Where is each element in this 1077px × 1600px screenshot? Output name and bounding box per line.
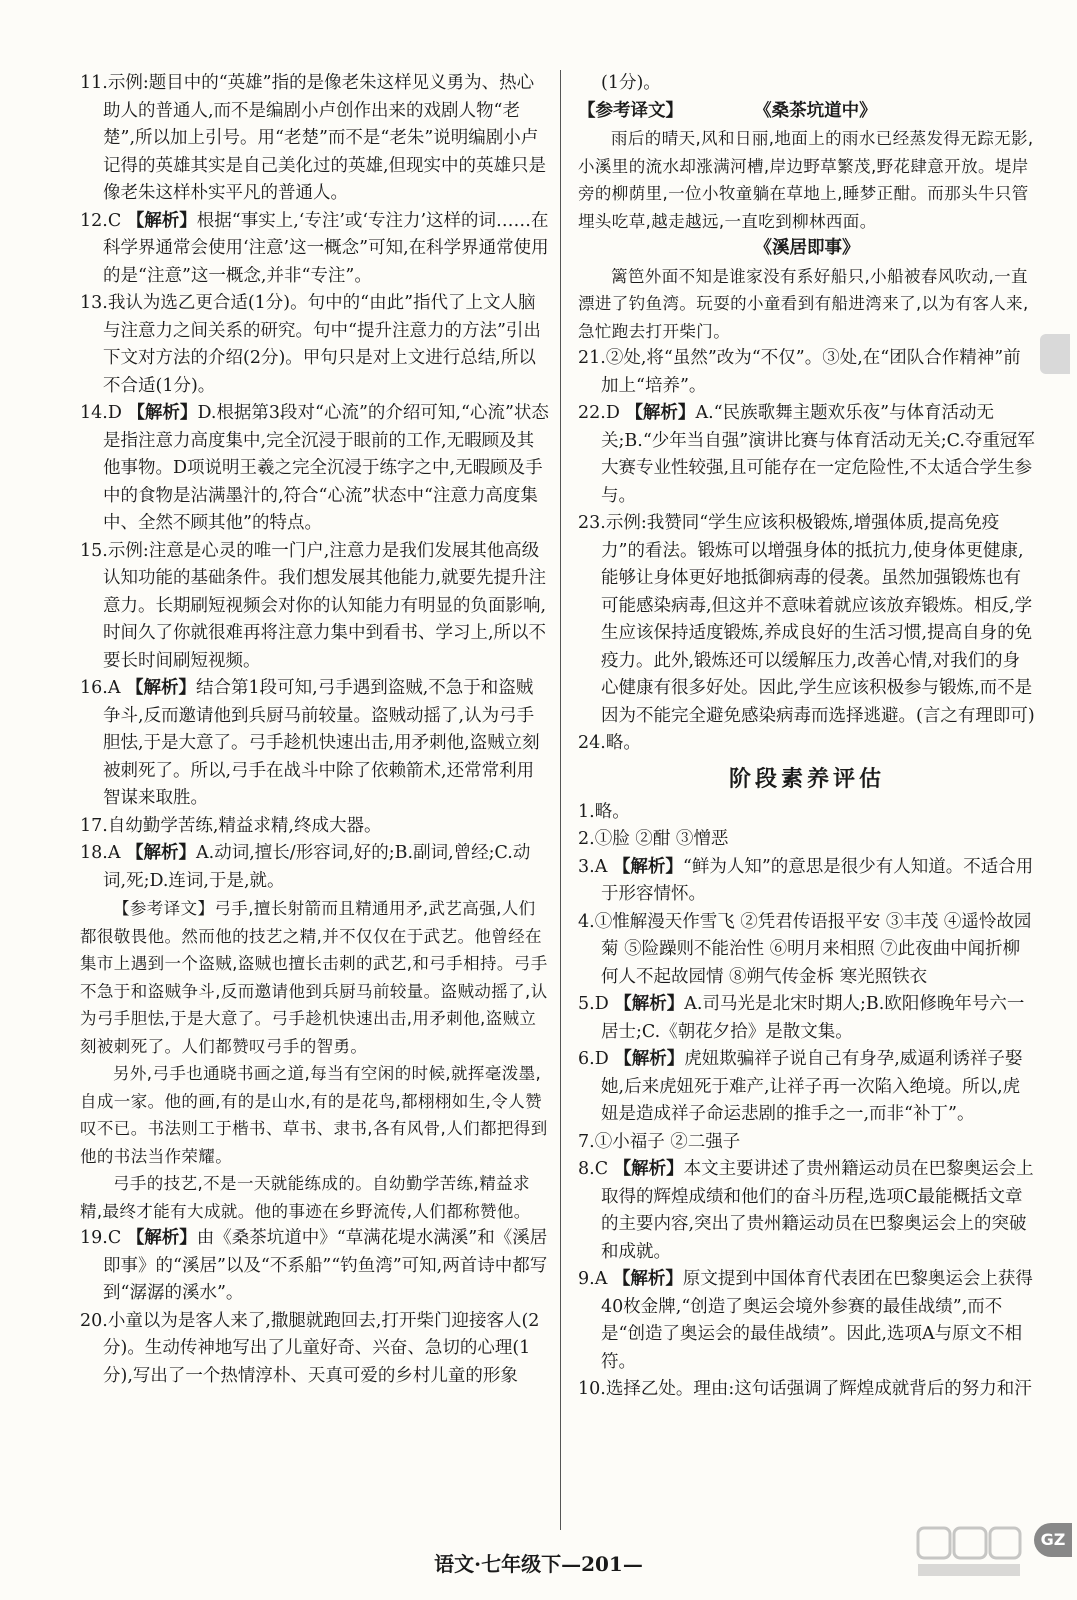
- right-answer-list: [578, 345, 1036, 758]
- translation-paragraph: 弓手的技艺,不是一天就能练成的。自幼勤学苦练,精益求精,最终才能有大成就。他的事迹在乡野流传,人们都称赞他。: [80, 1174, 531, 1221]
- answer-item: [80, 1225, 550, 1308]
- answer-item: [578, 345, 1036, 400]
- analysis-label: 【解析】: [614, 1049, 685, 1069]
- answer-item: [578, 826, 1036, 854]
- answer-item: [80, 538, 550, 676]
- answer-number: 12.C: [80, 210, 127, 231]
- answer-number: 8.C: [578, 1159, 614, 1179]
- answer-item: [80, 1308, 550, 1391]
- answer-item: [578, 1156, 1036, 1266]
- answer-number: 4.: [578, 911, 595, 932]
- answer-number: 19.C: [80, 1228, 127, 1248]
- answer-number: 18.A: [80, 843, 127, 863]
- answer-item: [578, 510, 1036, 730]
- answer-text: 原文提到中国体育代表团在巴黎奥运会上获得40枚金牌,“创造了奥运会境外参赛的最佳战绩”,而不是“创造了奥运会的最佳战绩”。因此,选项A与原文不相符。: [601, 1269, 1033, 1372]
- column-divider: [560, 70, 561, 1530]
- answer-number: 1.: [578, 801, 595, 822]
- poem2-translation: 篱笆外面不知是谁家没有系好船只,小船被春风吹动,一直漂进了钓鱼湾。玩耍的小童看到有船进湾来了,以为有客人来,急忙跑去打开柴门。: [578, 266, 1029, 341]
- answer-text: 注意是心灵的唯一门户,注意力是我们发展其他高级认知功能的基础条件。我们想发展其他能力,就要先提升注意力。长期刷短视频会对你的认知能力有明显的负面影响,时间久了你就很难再将注意力集中到看书、学习上,所以不要长时间刷短视频。: [103, 540, 547, 671]
- answer-text: 略。: [594, 801, 630, 822]
- answer-item: [578, 909, 1036, 992]
- answer-text: 题目中的“英雄”指的是像老朱这样见义勇为、热心助人的普通人,而不是编剧小卢创作出来的戏剧人物“老楚”,所以加上引号。用“老楚”而不是“老朱”说明编剧小卢记得的英雄其实是自己美化过的英雄,但现实中的英雄只是像老朱这样朴实平凡的普通人。: [103, 73, 547, 203]
- reference-translation-18: [80, 895, 550, 1225]
- answer-number: 16.A: [80, 678, 127, 698]
- answer-text: A.司马光是北宋时期人;B.欧阳修晚年号六一居士;C.《朝花夕拾》是散文集。: [601, 994, 1025, 1042]
- translation-paragraph: 【参考译文】弓手,擅长射箭而且精通用矛,武艺高强,人们都很敬畏他。然而他的技艺之精,并不仅仅在于武艺。他曾经在集市上遇到一个盗贼,盗贼也擅长击刺的武艺,和弓手相持。弓手不急于和盗贼争斗,反而邀请他到兵厨马前较量。盗贼动摇了,认为弓手胆怯,于是大意了。弓手趁机快速出击,用矛刺他,盗贼立刻被刺死了。人们都赞叹弓手的智勇。: [80, 899, 548, 1056]
- answer-number: 20.: [80, 1310, 108, 1331]
- answer-text: 略。: [605, 733, 641, 753]
- section-title: 阶段素养评估: [728, 765, 885, 792]
- answer-text: 我赞同“学生应该积极锻炼,增强体质,提高免疫力”的看法。锻炼可以增强身体的抵抗力,使身体更健康,能够让身体更好地抵御病毒的侵袭。虽然加强锻炼也有可能感染病毒,但这并不意味着就应该放弃锻炼。相反,学生应该保持适度锻炼,养成良好的生活习惯,提高自身的免疫力。此外,锻炼还可以缓解压力,改善心情,对我们的身心健康有很多好处。因此,学生应该积极参与锻炼,而不是因为不能完全避免感染病毒而选择逃避。(言之有理即可): [601, 513, 1035, 726]
- answer-text: D.根据第3段对“心流”的介绍可知,“心流”状态是指注意力高度集中,完全沉浸于眼前的工作,无暇顾及其他事物。D项说明王羲之完全沉浸于练字之中,无暇顾及手中的食物是沾满墨汁的,符合“心流”状态中“注意力高度集中、全然不顾其他”的特点。: [103, 403, 549, 533]
- watermark-logo: [914, 1524, 1024, 1580]
- answer-item: [80, 208, 550, 291]
- answer-text: 选择乙处。理由:这句话强调了辉煌成就背后的努力和汗: [605, 1379, 1032, 1399]
- answer-number: 14.D: [80, 403, 128, 423]
- analysis-label: 【解析】: [614, 994, 685, 1014]
- answer-item: [80, 70, 550, 208]
- poem1-title: 《桑茶坑道中》: [754, 100, 877, 121]
- answer-text: 根据“事实上,‘专注’或‘专注力’这样的词……在科学界通常会使用‘注意’这一概念”可知,在科学界通常使用的是“注意”这一概念,并非“专注”。: [103, 210, 549, 286]
- analysis-label: 【解析】: [127, 403, 198, 423]
- answer-number: 24.: [578, 733, 606, 753]
- answer-item: [578, 1046, 1036, 1129]
- answer-text: ②处,将“虽然”改为“不仅”。③处,在“团队合作精神”前加上“培养”。: [601, 348, 1021, 396]
- analysis-label: 【解析】: [625, 403, 696, 423]
- answer-text: ①脸 ②酣 ③憎恶: [594, 829, 729, 849]
- answer-text: 小童以为是客人来了,撒腿就跑回去,打开柴门迎接客人(2分)。生动传神地写出了儿童好奇、兴奋、急切的心理(1分),写出了一个热情淳朴、天真可爱的乡村儿童的形象: [103, 1310, 540, 1386]
- answer-item: [80, 840, 550, 895]
- answer-item: [80, 400, 550, 538]
- answer-text: ①小福子 ②二强子: [594, 1131, 741, 1152]
- assessment-answer-list: [578, 799, 1036, 1404]
- answer-text: 我认为选乙更合适(1分)。句中的“由此”指代了上文人脑与注意力之间关系的研究。句中“提升注意力的方法”引出下文对方法的介绍(2分)。甲句只是对上文进行总结,所以不合适(1分)。: [103, 293, 541, 396]
- reference-label: 【参考译文】: [578, 100, 683, 121]
- analysis-label: 【解析】: [126, 210, 197, 231]
- answer-number: 6.D: [578, 1049, 615, 1069]
- answer-number: 11.示例:: [80, 73, 149, 93]
- answer-number: 21.: [578, 348, 606, 368]
- answer-text: ①惟解漫天作雪飞 ②凭君传语报平安 ③丰茂 ④遥怜故园菊 ⑤险躁则不能治性 ⑥明月来相照 ⑦此夜曲中闻折柳 何人不起故园情 ⑧朔气传金柝 寒光照铁衣: [594, 911, 1032, 987]
- answer-number: 17.: [80, 815, 108, 836]
- side-tab-marker: [1040, 334, 1070, 374]
- answer-item: [578, 799, 1036, 827]
- answer-item: [578, 854, 1036, 909]
- right-column: [578, 70, 1036, 1404]
- translation-paragraph: 另外,弓手也通晓书画之道,每当有空闲的时候,就挥毫泼墨,自成一家。他的画,有的是山水,有的是花鸟,都栩栩如生,令人赞叹不已。书法则工于楷书、草书、隶书,各有风骨,人们都把得到他的书法当作荣耀。: [80, 1064, 548, 1166]
- answer-text: 本文主要讲述了贵州籍运动员在巴黎奥运会上取得的辉煌成绩和他们的奋斗历程,选项C最能概括文章的主要内容,突出了贵州籍运动员在巴黎奥运会上的突破和成就。: [601, 1159, 1034, 1262]
- answer-text: 自幼勤学苦练,精益求精,终成大器。: [107, 815, 382, 836]
- poem2-title: 《溪居即事》: [754, 238, 860, 258]
- analysis-label: 【解析】: [126, 1228, 197, 1248]
- answer-item: [80, 813, 550, 841]
- answer-text: “鲜为人知”的意思是很少有人知道。不适合用于形容情怀。: [601, 856, 1034, 904]
- analysis-label: 【解析】: [612, 856, 683, 877]
- answer-number: 15.示例:: [80, 540, 149, 561]
- answer-text: 由《桑茶坑道中》“草满花堤水满溪”和《溪居即事》的“溪居”以及“不系船”“钓鱼湾”可知,两首诗中都写到“潺潺的溪水”。: [103, 1228, 548, 1303]
- region-badge: GZ: [1034, 1523, 1072, 1557]
- answer-number: 7.: [578, 1131, 595, 1152]
- answer-item: [578, 400, 1036, 510]
- answer-number: 13.: [80, 293, 108, 313]
- answer-item: [80, 675, 550, 813]
- continued-text: (1分)。: [601, 73, 661, 93]
- answer-text: 结合第1段可知,弓手遇到盗贼,不急于和盗贼争斗,反而邀请他到兵厨马前较量。盗贼动摇了,认为弓手胆怯,于是大意了。弓手趁机快速出击,用矛刺他,盗贼立刻被刺死了。所以,弓手在战斗中除了依赖箭术,还常常利用智谋来取胜。: [103, 678, 540, 808]
- answer-number: 10.: [578, 1379, 606, 1399]
- left-answer-list: [80, 70, 550, 895]
- analysis-label: 【解析】: [612, 1269, 683, 1289]
- answer-number: 2.: [578, 829, 595, 849]
- answer-item: [578, 1266, 1036, 1376]
- answer-number: 5.D: [578, 994, 615, 1014]
- answer-number: 9.A: [578, 1269, 613, 1289]
- answer-item: [578, 730, 1036, 758]
- answer-item: [578, 1376, 1036, 1404]
- analysis-label: 【解析】: [126, 843, 197, 863]
- analysis-label: 【解析】: [613, 1159, 684, 1179]
- answer-number: 23.示例:: [578, 513, 647, 533]
- left-column: [80, 70, 550, 1390]
- page-footer: 语文·七年级下—201—: [434, 1552, 643, 1576]
- answer-text: A.“民族歌舞主题欢乐夜”与体育活动无关;B.“少年当自强”演讲比赛与体育活动无关;C.夺重冠军大赛专业性较强,且可能存在一定危险性,不太适合学生参与。: [601, 403, 1035, 506]
- answer-number: 3.A: [578, 856, 613, 877]
- answer-number: 22.D: [578, 403, 626, 423]
- poem1-translation: 雨后的晴天,风和日丽,地面上的雨水已经蒸发得无踪无影,小溪里的流水却涨满河槽,岸边野草繁茂,野花肆意开放。堤岸旁的柳荫里,一位小牧童躺在草地上,睡梦正酣。而那头牛只管埋头吃草,越走越远,一直吃到柳林西面。: [578, 129, 1034, 231]
- analysis-label: 【解析】: [126, 678, 197, 698]
- answer-item: [80, 290, 550, 400]
- reference-translation-heading: [578, 98, 1036, 126]
- answer-text: 虎妞欺骗祥子说自己有身孕,威逼利诱祥子娶她,后来虎妞死于难产,让祥子再一次陷入绝境。所以,虎妞是造成祥子命运悲剧的推手之一,而非“补丁”。: [601, 1049, 1023, 1124]
- answer-item: [578, 991, 1036, 1046]
- answer-text: A.动词,擅长/形容词,好的;B.副词,曾经;C.动词,死;D.连词,于是,就。: [103, 843, 531, 891]
- answer-item: [578, 1129, 1036, 1157]
- left-answer-list-2: [80, 1225, 550, 1390]
